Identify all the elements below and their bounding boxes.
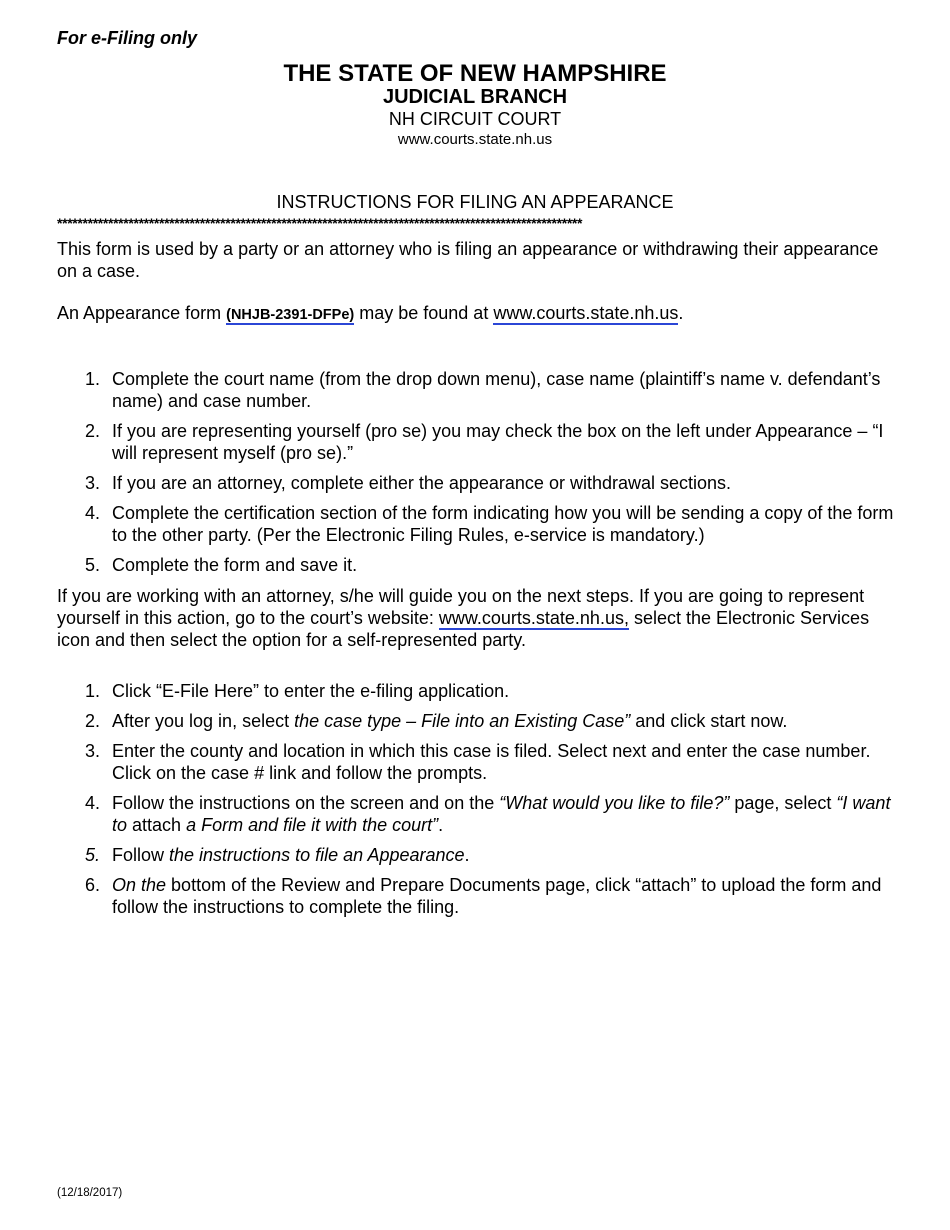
step-text: Enter the county and location in which this case is filed. Select next and enter the case number. Click on the case # link and follow the prompts.: [112, 741, 871, 783]
step-text-italic: the case type – File into an Existing Case”: [294, 711, 631, 731]
step-number: 4.: [85, 793, 101, 813]
appearance-form-link[interactable]: (NHJB-2391-DFPe): [226, 307, 355, 323]
revision-date: (12/18/2017): [57, 1187, 123, 1199]
step-text-italic: a Form and file it with the court”: [186, 815, 439, 835]
step-text: bottom of the Review and Prepare Documents page, click “attach” to upload the form and follow the instructions to complete the filing.: [112, 875, 882, 917]
list-item: [57, 554, 897, 576]
step-text: .: [438, 815, 444, 835]
e-filing-note: For e-Filing only: [57, 28, 197, 48]
step-text-italic: “What would you like to file?”: [499, 793, 730, 813]
list-item: [57, 472, 897, 494]
list-item: [57, 710, 897, 732]
step-text: Complete the certification section of the form indicating how you will be sending a copy of the form to the other party. (Per the Electronic Filing Rules, e-service is mandatory.): [112, 503, 894, 545]
step-number: 3.: [85, 741, 101, 761]
state-title: THE STATE OF NEW HAMPSHIRE: [283, 60, 667, 87]
efiling-steps-list: [57, 680, 897, 926]
form-steps-list: [57, 368, 897, 584]
list-item: [57, 792, 897, 836]
instructions-title: INSTRUCTIONS FOR FILING AN APPEARANCE: [276, 192, 674, 212]
asterisk-divider: *******************************************************************************************************: [57, 215, 583, 231]
p2-text-middle: may be found at: [354, 303, 494, 323]
header-url: www.courts.state.nh.us: [397, 131, 553, 148]
p2-text-end: .: [678, 303, 684, 323]
step-text: Click “E-File Here” to enter the e-filing application.: [112, 681, 510, 701]
list-item: [57, 844, 897, 866]
p2-text-before: An Appearance form: [57, 303, 227, 323]
court-title: NH CIRCUIT COURT: [388, 109, 562, 129]
step-text-italic: “I want to: [112, 793, 891, 835]
step-text: Complete the form and save it.: [112, 555, 358, 575]
branch-title: JUDICIAL BRANCH: [382, 86, 568, 108]
intro-paragraph: This form is used by a party or an attorney who is filing an appearance or withdrawing their appearance on a case.: [57, 239, 879, 281]
list-item: [57, 420, 897, 464]
list-item: [57, 680, 897, 702]
list-item: [57, 502, 897, 546]
self-represented-paragraph: [57, 585, 897, 651]
step-text-italic: the instructions to file an Appearance: [169, 845, 465, 865]
step-number: 6.: [85, 875, 101, 895]
step-number: 4.: [85, 503, 101, 523]
step-text: Follow the instructions on the screen and on the: [112, 793, 500, 813]
step-text: After you log in, select: [112, 711, 295, 731]
step-text: If you are an attorney, complete either the appearance or withdrawal sections.: [112, 473, 732, 493]
step-number: 1.: [85, 681, 101, 701]
appearance-form-paragraph: [57, 302, 897, 326]
step-number: 1.: [85, 369, 101, 389]
step-number: 2.: [85, 711, 101, 731]
step-text-italic: On the: [112, 875, 167, 895]
step-text: .: [464, 845, 470, 865]
step-number: 3.: [85, 473, 101, 493]
courts-website-link[interactable]: www.courts.state.nh.us: [493, 303, 679, 323]
p3-text-after: select the Electronic Services icon and then select the option for a self-represented party.: [57, 608, 870, 650]
list-item: [57, 368, 897, 412]
p3-text-before: If you are working with an attorney, s/he will guide you on the next steps. If you are going to represent yourself in this action, go to the court’s website:: [57, 586, 865, 628]
step-number: 5.: [85, 555, 101, 575]
step-text: Complete the court name (from the drop down menu), case name (plaintiff’s name v. defendant’s name) and case number.: [112, 369, 881, 411]
list-item: [57, 874, 897, 918]
step-number: 2.: [85, 421, 101, 441]
courts-website-link-2[interactable]: www.courts.state.nh.us,: [438, 608, 629, 628]
step-text: and click start now.: [630, 711, 788, 731]
step-text: If you are representing yourself (pro se) you may check the box on the left under Appearance – “I will represent myself (pro se).”: [112, 421, 884, 463]
step-text: Follow: [112, 845, 170, 865]
list-item: [57, 740, 897, 784]
step-text: attach: [127, 815, 187, 835]
step-text: page, select: [729, 793, 837, 813]
step-number: 5.: [85, 845, 101, 865]
